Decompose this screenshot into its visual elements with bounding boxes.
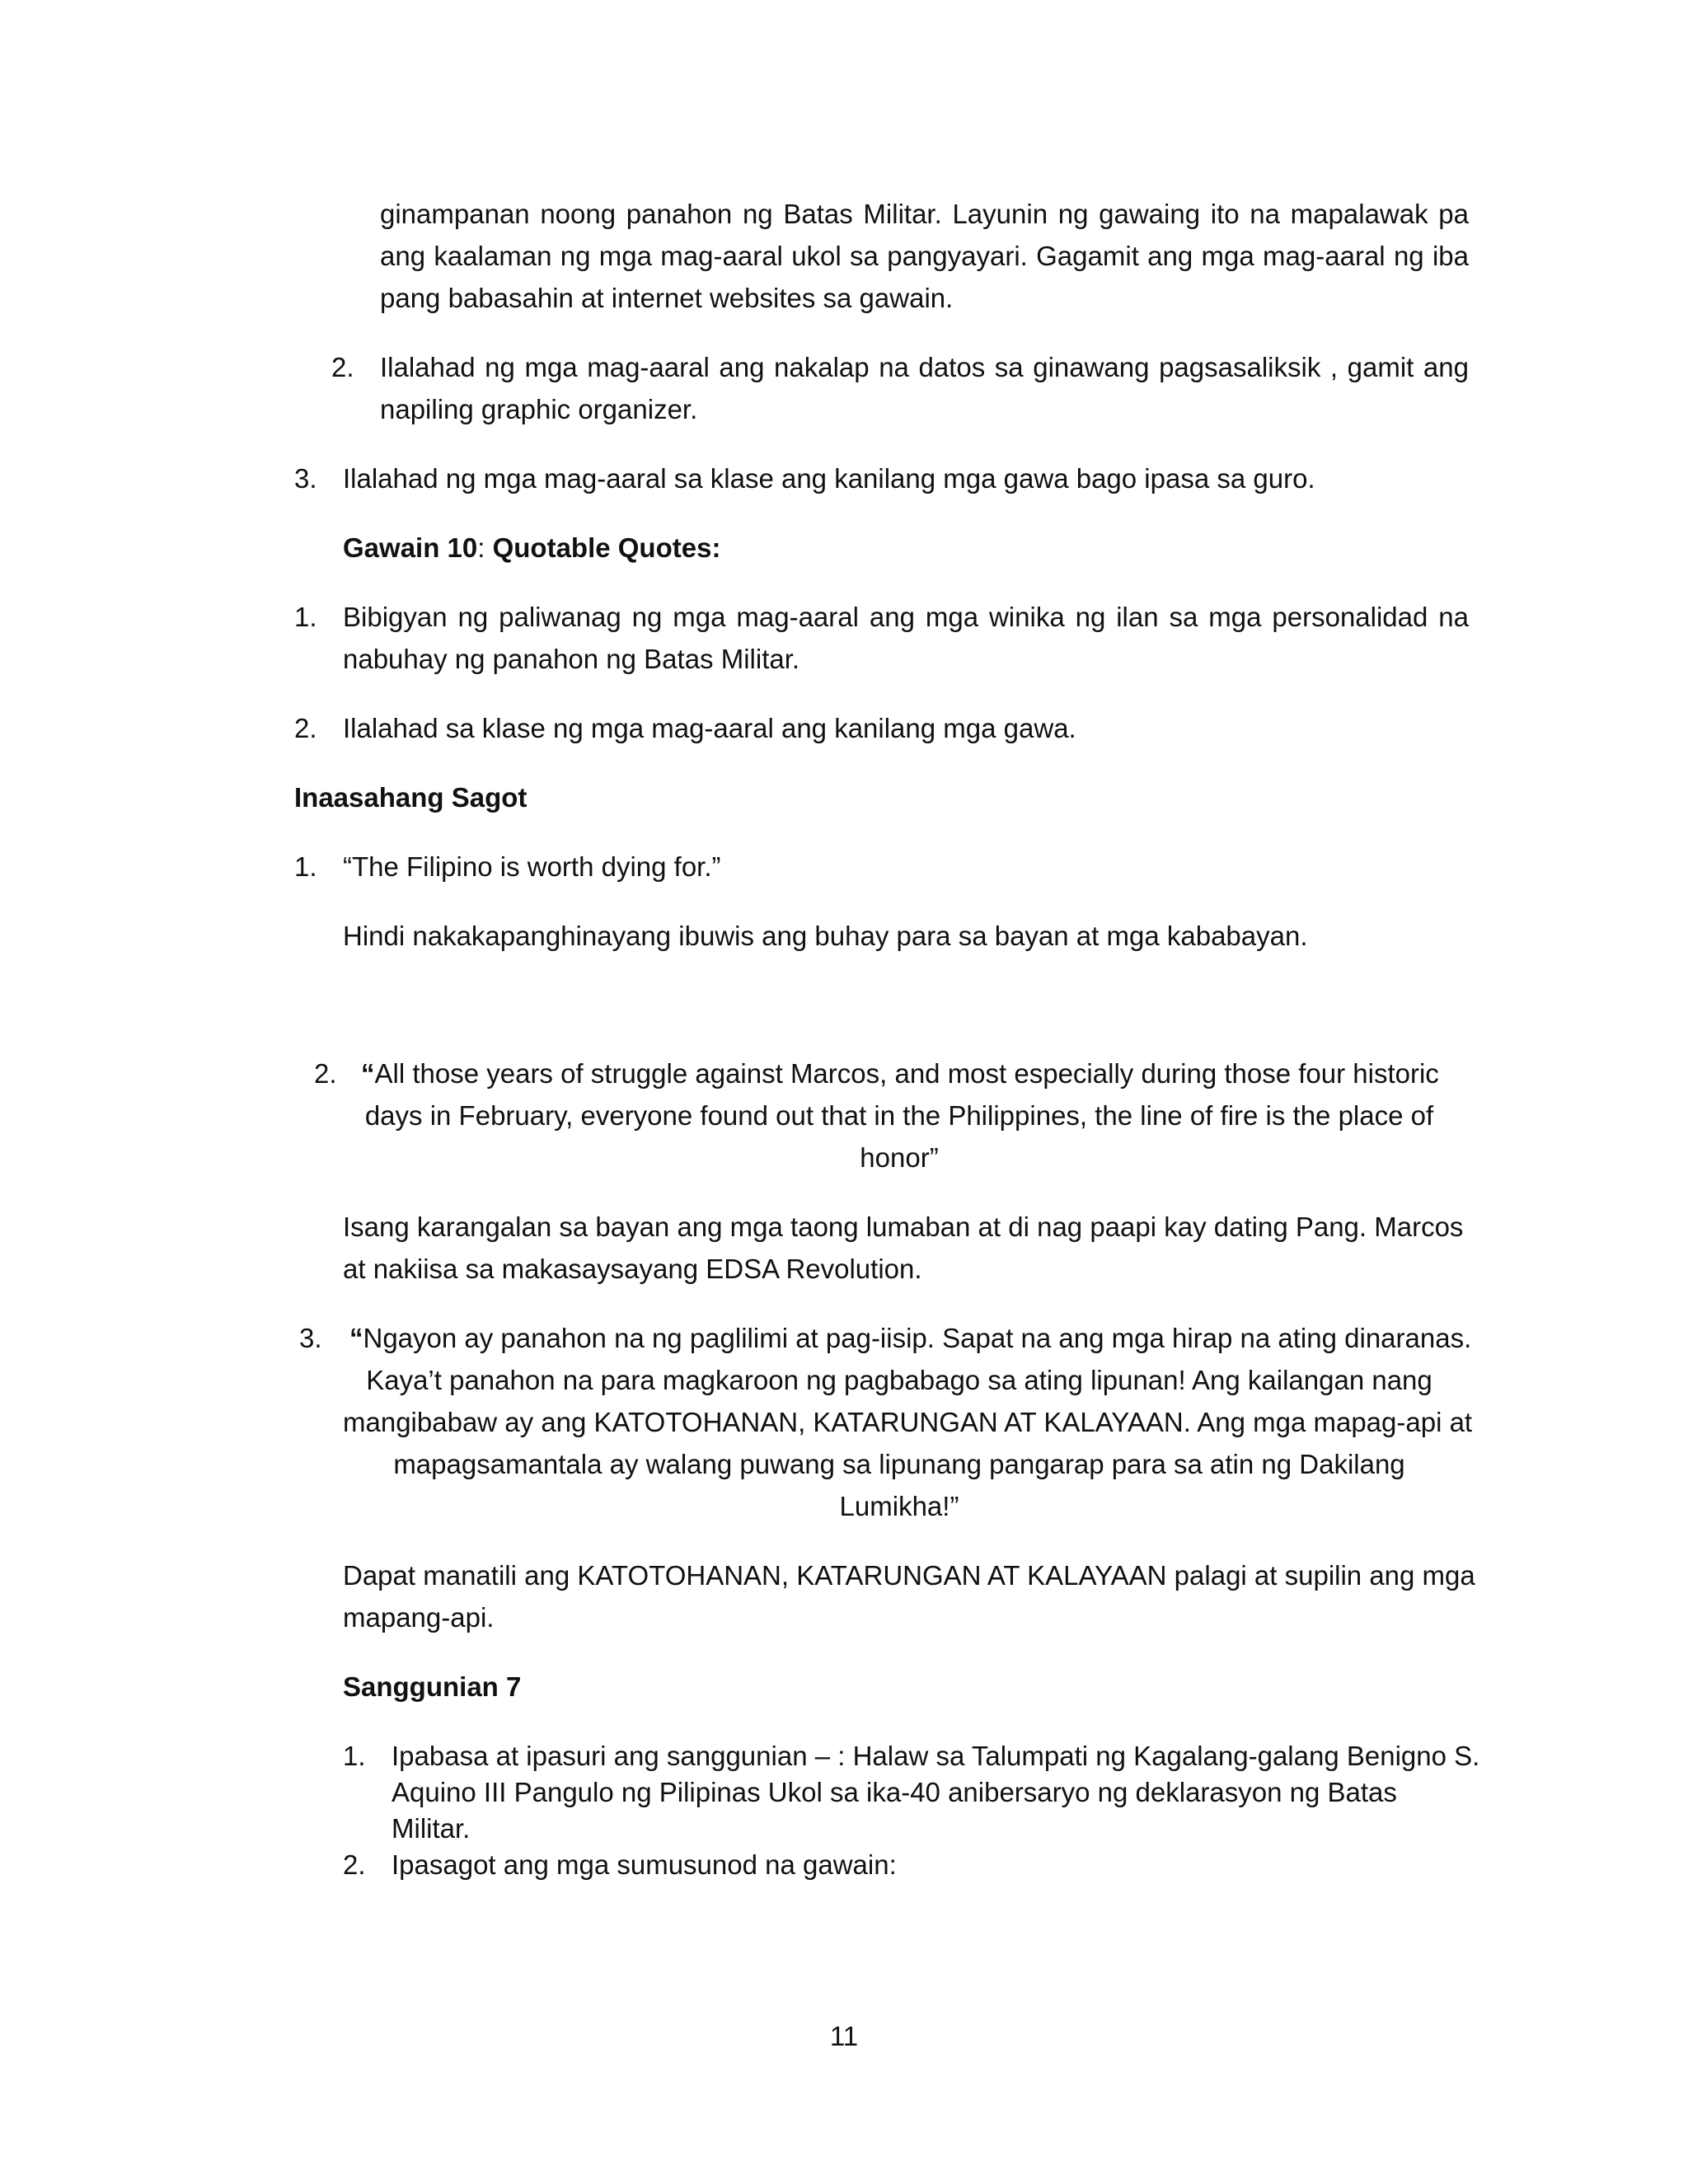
list-number: 1. [343,1741,366,1771]
explanation-line: mapang-api. [343,1602,495,1633]
quote-text: Ngayon ay panahon na ng paglilimi at pag-iisip. Sapat na ang mga hirap na ating dinaranas. [363,1323,1472,1353]
explanation-line: at nakiisa sa makasaysayang EDSA Revolution. [343,1254,922,1284]
activity-separator: : [477,532,485,563]
list-number: 2. [314,1058,337,1089]
quote-line: Lumikha!” [839,1491,959,1521]
paragraph-line: ang kaalaman ng mga mag-aaral ukol sa pangyayari. Gagamit ang mga mag-aaral ng iba [380,241,1469,271]
list-number: 3. [299,1323,322,1353]
list-number: 1. [294,602,317,632]
list-item-text: Militar. [392,1813,471,1844]
activity-title: Quotable Quotes: [492,532,721,563]
paragraph-line: pang babasahin at internet websites sa gawain. [380,283,954,313]
list-item-text: Ipabasa at ipasuri ang sanggunian – : Halaw sa Talumpati ng Kagalang-galang Benigno S. [392,1741,1480,1771]
list-number: 1. [294,851,317,882]
list-number: 2. [343,1849,366,1880]
quote-line: mangibabaw ay ang KATOTOHANAN, KATARUNGAN AT KALAYAAN. Ang mga mapag-api at [343,1407,1473,1437]
quote-line [349,1317,1471,1359]
quote-text: All those years of struggle against Marcos, and most especially during those four historic [374,1058,1439,1089]
list-number: 3. [294,463,317,494]
list-item-text: napiling graphic organizer. [380,394,698,424]
list-item-text: Ilalahad sa klase ng mga mag-aaral ang kanilang mga gawa. [343,713,1076,743]
list-item-text: Ilalahad ng mga mag-aaral ang nakalap na datos sa ginawang pagsasaliksik , gamit ang [380,352,1469,382]
list-item-text: Ilalahad ng mga mag-aaral sa klase ang kanilang mga gawa bago ipasa sa guro. [343,463,1315,494]
activity-label: Gawain 10 [343,532,478,563]
explanation-line: Dapat manatili ang KATOTOHANAN, KATARUNGAN AT KALAYAAN palagi at supilin ang mga [343,1560,1475,1591]
quote-line: mapagsamantala ay walang puwang sa lipunang pangarap para sa atin ng Dakilang [393,1449,1405,1479]
section-heading: Sanggunian 7 [343,1671,522,1702]
paragraph-line: ginampanan noong panahon ng Batas Militar. Layunin ng gawaing ito na mapalawak pa [380,199,1469,229]
list-item-text: Aquino III Pangulo ng Pilipinas Ukol sa ika-40 anibersaryo ng deklarasyon ng Batas [392,1777,1397,1807]
section-heading: Inaasahang Sagot [294,782,528,813]
quote-line: “The Filipino is worth dying for.” [343,851,721,882]
quote-line: honor” [860,1142,939,1173]
page-number: 11 [829,2021,859,2051]
explanation-line: Isang karangalan sa bayan ang mga taong lumaban at di nag paapi kay dating Pang. Marcos [343,1212,1464,1242]
explanation-line: Hindi nakakapanghinayang ibuwis ang buhay para sa bayan at mga kababayan. [343,921,1308,951]
list-number: 2. [294,713,317,743]
list-item-text: nabuhay ng panahon ng Batas Militar. [343,644,800,674]
list-number: 2. [331,352,354,382]
quote-line: Kaya’t panahon na para magkaroon ng pagbabago sa ating lipunan! Ang kailangan nang [366,1365,1432,1395]
list-item-text: Bibigyan ng paliwanag ng mga mag-aaral ang mga winika ng ilan sa mga personalidad na [343,602,1469,632]
quote-line [361,1052,1439,1094]
quote-open-mark: “ [349,1323,363,1353]
quote-line: days in February, everyone found out that in the Philippines, the line of fire is the place of [364,1100,1434,1131]
activity-heading [343,527,720,569]
list-item-text: Ipasagot ang mga sumusunod na gawain: [392,1849,897,1880]
quote-open-mark: “ [361,1058,375,1089]
